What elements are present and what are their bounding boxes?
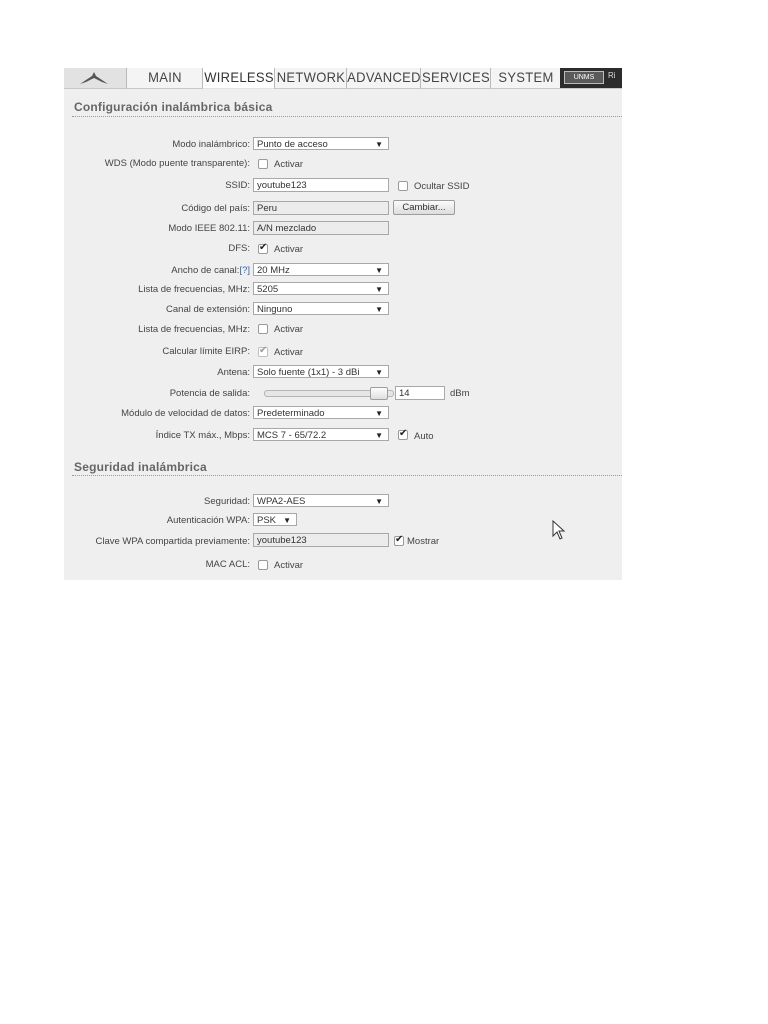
change-country-button[interactable]: Cambiar... — [393, 200, 455, 215]
wpa-auth-select[interactable] — [253, 513, 297, 526]
extension-channel-select[interactable] — [253, 302, 389, 315]
frequency-list-value: 5205 — [257, 284, 279, 295]
ssid-input[interactable]: youtube123 — [253, 178, 389, 192]
tab-network[interactable]: NETWORK — [274, 68, 347, 89]
dfs-checkbox-label: Activar — [274, 244, 304, 255]
output-power-input[interactable]: 14 — [395, 386, 445, 400]
channel-width-value: 20 MHz — [257, 265, 290, 276]
mac-acl-checkbox[interactable] — [258, 560, 268, 570]
data-rate-module-value: Predeterminado — [257, 408, 325, 419]
unms-badge-label: UNMS — [564, 71, 604, 84]
security-value: WPA2-AES — [257, 496, 306, 507]
auto-rate-checkbox[interactable] — [398, 430, 408, 440]
wpa-auth-label: Autenticación WPA: — [166, 515, 250, 526]
ssid-label: SSID: — [225, 180, 250, 191]
security-label: Seguridad: — [204, 496, 250, 507]
auto-rate-label: Auto — [414, 431, 434, 442]
wpa-auth-value: PSK — [257, 515, 277, 526]
tab-services[interactable]: SERVICES — [420, 68, 491, 89]
mouse-pointer-icon — [552, 520, 566, 545]
unms-badge[interactable] — [560, 68, 622, 88]
dropdown-arrow-icon: ▼ — [375, 285, 383, 294]
frequency-list-select[interactable] — [253, 282, 389, 295]
frequency-list-checkbox[interactable] — [258, 324, 268, 334]
channel-width-label-text: Ancho de canal: — [171, 265, 240, 276]
data-rate-module-label: Módulo de velocidad de datos: — [121, 408, 250, 419]
security-section-title: Seguridad inalámbrica — [74, 460, 207, 474]
antenna-select[interactable] — [253, 365, 389, 378]
country-field: Peru — [253, 201, 389, 215]
tab-system[interactable]: SYSTEM — [490, 68, 561, 89]
wireless-mode-value: Punto de acceso — [257, 139, 328, 150]
dropdown-arrow-icon: ▼ — [375, 368, 383, 377]
channel-width-help-link[interactable]: [?] — [239, 265, 250, 276]
wds-checkbox-label: Activar — [274, 159, 304, 170]
tab-advanced[interactable]: ADVANCED — [346, 68, 421, 89]
antenna-label: Antena: — [217, 367, 250, 378]
output-power-slider[interactable] — [264, 390, 394, 397]
max-tx-rate-select[interactable] — [253, 428, 389, 441]
antenna-value: Solo fuente (1x1) - 3 dBi — [257, 367, 360, 378]
dfs-checkbox[interactable] — [258, 244, 268, 254]
mac-acl-label: MAC ACL: — [205, 559, 250, 570]
dropdown-arrow-icon: ▼ — [375, 497, 383, 506]
dropdown-arrow-icon: ▼ — [375, 409, 383, 418]
tab-main[interactable]: MAIN — [126, 68, 203, 89]
country-label: Código del país: — [181, 203, 250, 214]
security-select[interactable] — [253, 494, 389, 507]
extension-channel-label: Canal de extensión: — [166, 304, 250, 315]
dropdown-arrow-icon: ▼ — [375, 431, 383, 440]
channel-width-label — [171, 265, 250, 276]
data-rate-module-select[interactable] — [253, 406, 389, 419]
tab-wireless[interactable]: WIRELESS — [202, 68, 275, 89]
ubiquiti-logo-icon[interactable] — [64, 68, 126, 88]
psk-input[interactable]: youtube123 — [253, 533, 389, 547]
router-config-screenshot — [64, 68, 622, 580]
wds-checkbox[interactable] — [258, 159, 268, 169]
section-divider — [72, 475, 622, 476]
eirp-checkbox-label: Activar — [274, 347, 304, 358]
output-power-label: Potencia de salida: — [169, 388, 250, 399]
top-navigation — [64, 68, 622, 89]
dfs-label: DFS: — [228, 243, 250, 254]
dropdown-arrow-icon: ▼ — [283, 516, 291, 525]
extension-channel-value: Ninguno — [257, 304, 293, 315]
output-power-unit: dBm — [450, 388, 470, 399]
mac-acl-checkbox-label: Activar — [274, 560, 304, 571]
show-psk-label: Mostrar — [407, 536, 440, 547]
max-tx-rate-value: MCS 7 - 65/72.2 — [257, 430, 327, 441]
section-divider — [72, 116, 622, 117]
eirp-label: Calcular límite EIRP: — [162, 346, 250, 357]
channel-width-select[interactable] — [253, 263, 389, 276]
dropdown-arrow-icon: ▼ — [375, 140, 383, 149]
basic-section-title: Configuración inalámbrica básica — [74, 100, 273, 114]
hide-ssid-label: Ocultar SSID — [414, 181, 470, 192]
badge-trailing-text: Ri — [608, 71, 616, 80]
hide-ssid-checkbox[interactable] — [398, 181, 408, 191]
wireless-mode-select[interactable] — [253, 137, 389, 150]
wds-label: WDS (Modo puente transparente): — [104, 158, 250, 169]
frequency-list-2-label: Lista de frecuencias, MHz: — [138, 324, 250, 335]
output-power-slider-handle[interactable] — [370, 387, 388, 400]
frequency-list-label: Lista de frecuencias, MHz: — [138, 284, 250, 295]
ieee-mode-field: A/N mezclado — [253, 221, 389, 235]
max-tx-rate-label: Índice TX máx., Mbps: — [155, 430, 250, 441]
show-psk-checkbox[interactable] — [394, 536, 404, 546]
dropdown-arrow-icon: ▼ — [375, 305, 383, 314]
psk-label: Clave WPA compartida previamente: — [95, 536, 250, 547]
dropdown-arrow-icon: ▼ — [375, 266, 383, 275]
wireless-mode-label: Modo inalámbrico: — [172, 139, 250, 150]
ieee-mode-label: Modo IEEE 802.11: — [168, 223, 250, 234]
frequency-list-checkbox-label: Activar — [274, 324, 304, 335]
eirp-checkbox[interactable] — [258, 347, 268, 357]
